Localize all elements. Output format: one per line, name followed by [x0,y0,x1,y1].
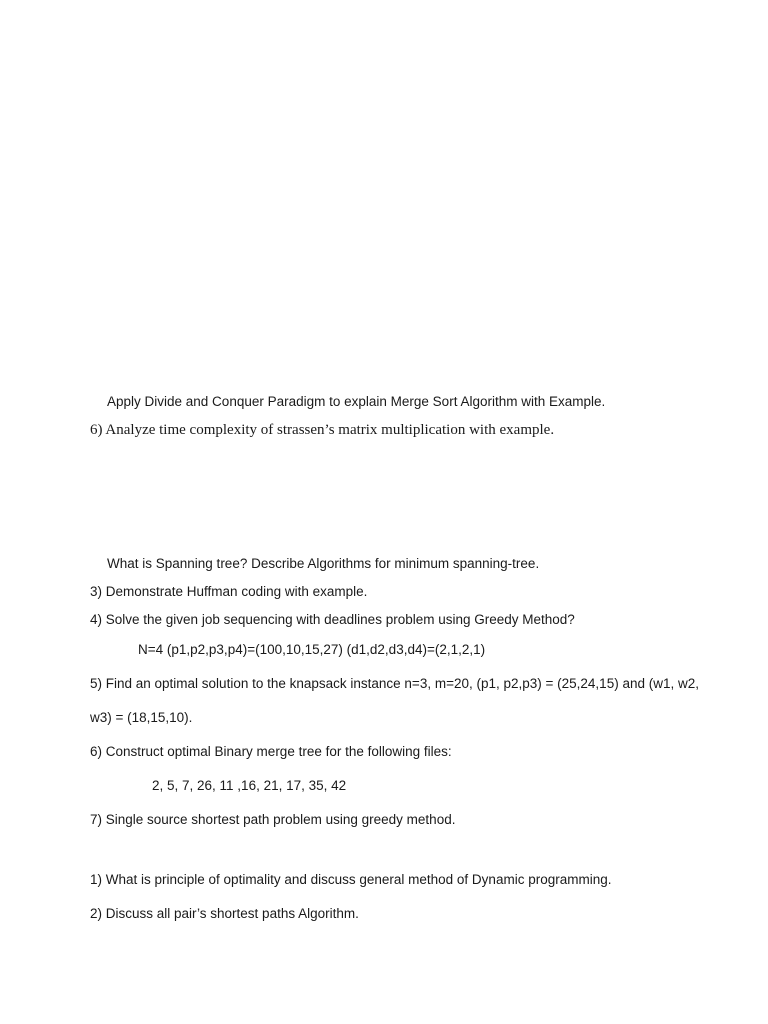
question-merge-tree: 6) Construct optimal Binary merge tree for the following files: [90,744,452,759]
question-knapsack-continued: w3) = (18,15,10). [90,710,193,725]
merge-tree-files: 2, 5, 7, 26, 11 ,16, 21, 17, 35, 42 [152,778,347,793]
question-shortest-path: 7) Single source shortest path problem using greedy method. [90,812,456,827]
job-sequencing-data: N=4 (p1,p2,p3,p4)=(100,10,15,27) (d1,d2,d3,d4)=(2,1,2,1) [138,642,486,657]
question-huffman: 3) Demonstrate Huffman coding with example. [90,584,368,599]
question-optimality: 1) What is principle of optimality and discuss general method of Dynamic programming. [90,872,612,887]
question-strassen: 6) Analyze time complexity of strassen’s matrix multiplication with example. [90,422,555,438]
question-merge-sort: Apply Divide and Conquer Paradigm to explain Merge Sort Algorithm with Example. [107,394,606,409]
question-job-sequencing: 4) Solve the given job sequencing with deadlines problem using Greedy Method? [90,612,575,627]
question-knapsack: 5) Find an optimal solution to the knapsack instance n=3, m=20, (p1, p2,p3) = (25,24,15) and (w1, w2, [90,676,699,691]
question-all-pairs: 2) Discuss all pair’s shortest paths Algorithm. [90,906,359,921]
question-spanning-tree: What is Spanning tree? Describe Algorithms for minimum spanning-tree. [107,556,540,571]
